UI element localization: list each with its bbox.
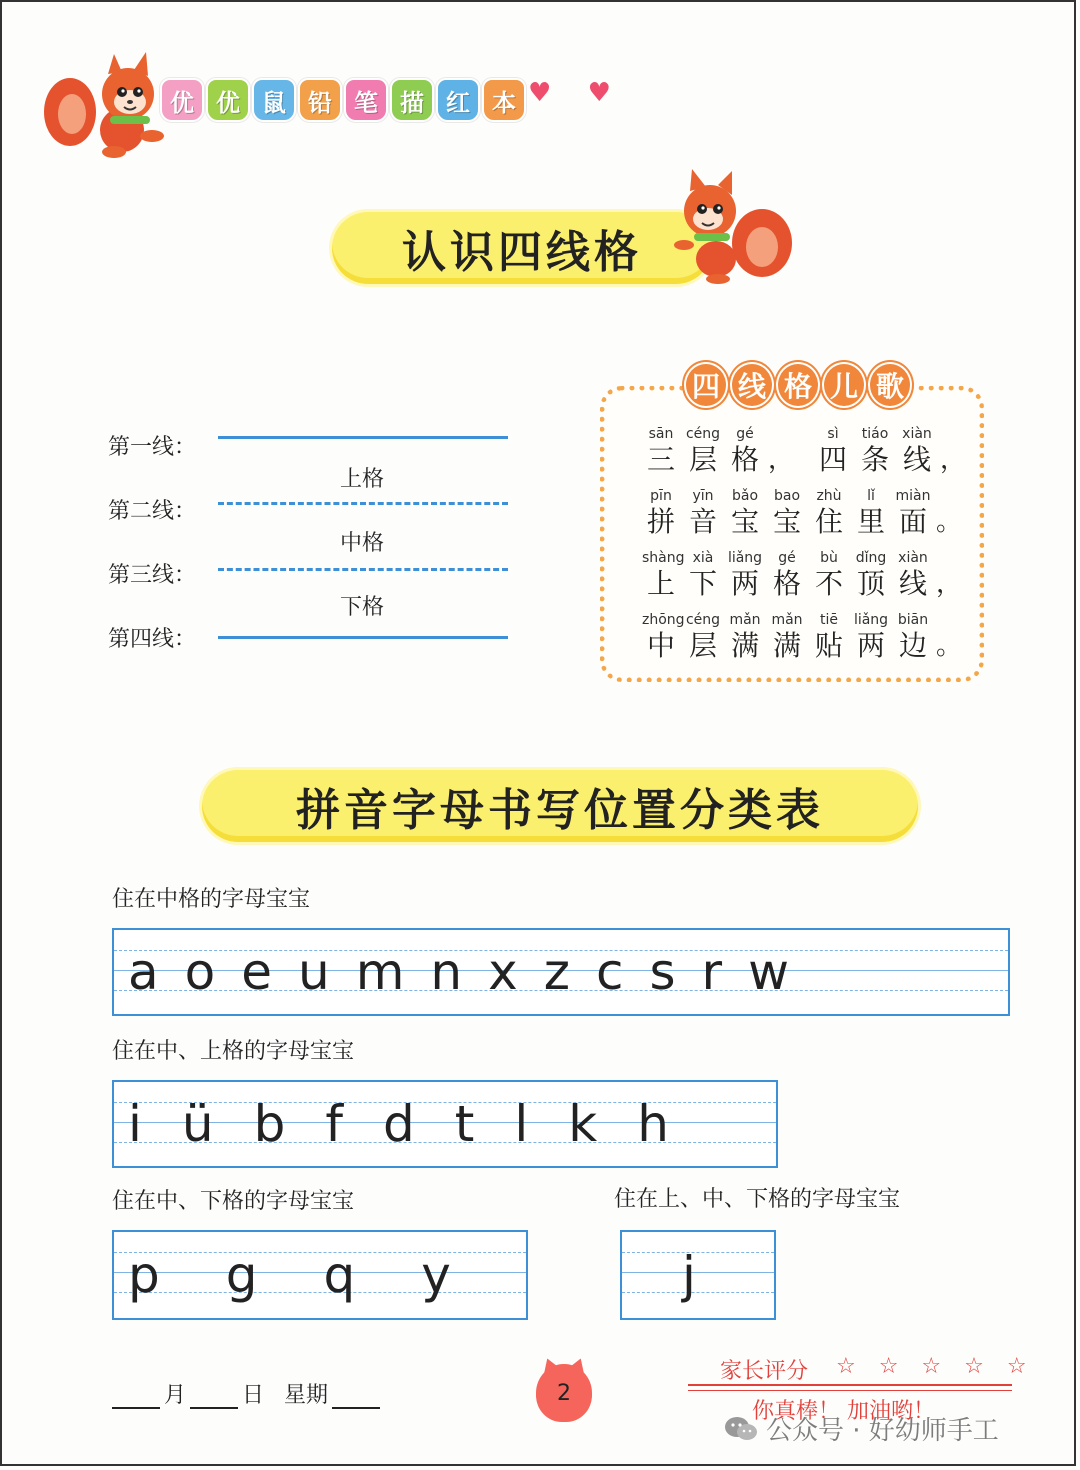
pinyin-letter: c [595, 943, 624, 1001]
rating-stars-icon[interactable]: ☆ ☆ ☆ ☆ ☆ [836, 1354, 1035, 1379]
poem-char [898, 426, 936, 476]
pinyin-letter: y [421, 1246, 451, 1304]
hearts-decoration-icon: ♥ ♥ [528, 78, 625, 108]
pinyin: bǎo [731, 488, 759, 504]
hanzi: 不 [814, 567, 843, 600]
letter-list [128, 1232, 451, 1318]
hanzi: 下 [688, 567, 717, 600]
poem-title-char: 四 [684, 362, 728, 408]
pinyin-letter: j [682, 1246, 696, 1304]
pinyin: tiē [820, 612, 838, 628]
pinyin-letter: h [637, 1095, 669, 1153]
poem-char [852, 488, 890, 538]
letter-list [128, 930, 789, 1014]
poem-body [642, 426, 967, 674]
poem-line [642, 426, 967, 476]
hanzi: 顶 [856, 567, 885, 600]
pinyin: shàng [642, 550, 685, 566]
pinyin-letter: f [325, 1095, 343, 1153]
pinyin-letter: o [184, 943, 216, 1001]
brand-title [160, 78, 526, 122]
poem-char [768, 550, 806, 600]
section-title-four-line-grid: 认识四线格 [332, 212, 712, 284]
brand-char: 鼠 [252, 78, 296, 122]
pinyin-letter: m [355, 943, 405, 1001]
pinyin: xià [692, 550, 714, 566]
grid-line-4 [218, 636, 508, 639]
pinyin: bù [820, 550, 838, 566]
poem-char [642, 550, 685, 600]
pinyin-letter: q [323, 1246, 356, 1304]
group-label-middle-upper: 住在中、上格的字母宝宝 [112, 1039, 355, 1064]
pinyin: miàn [895, 488, 931, 504]
cell-label-lower: 下格 [340, 595, 385, 620]
pinyin: bao [773, 488, 801, 504]
pinyin: yīn [692, 488, 714, 504]
letter-box-all [620, 1230, 776, 1320]
poem-line [642, 488, 964, 538]
section-title-letter-positions: 拼音字母书写位置分类表 [202, 770, 918, 842]
pinyin-letter: z [543, 943, 570, 1001]
hanzi: 里 [856, 505, 885, 538]
letter-box-middle-lower [112, 1230, 528, 1320]
poem-char [856, 426, 894, 476]
pinyin: céng [685, 426, 721, 442]
hanzi: 边 [898, 629, 927, 662]
hanzi: 满 [730, 629, 759, 662]
pinyin-letter: r [701, 943, 723, 1001]
poem-char [726, 488, 764, 538]
divider [688, 1384, 1012, 1386]
cell-label-upper: 上格 [340, 467, 385, 492]
month-blank[interactable] [112, 1385, 160, 1409]
pinyin-letter: g [225, 1246, 258, 1304]
cell-label-middle: 中格 [340, 531, 385, 556]
brand-char: 描 [390, 78, 434, 122]
poem-char [726, 426, 764, 476]
poem-line [642, 612, 964, 662]
brand-char: 红 [436, 78, 480, 122]
poem-char [726, 612, 764, 662]
hanzi: 两 [856, 629, 885, 662]
pinyin: dǐng [855, 550, 887, 566]
punctuation: 。 [936, 631, 963, 661]
pinyin: céng [685, 612, 721, 628]
hanzi: 层 [688, 443, 717, 476]
poem-char [726, 550, 764, 600]
pinyin: sì [827, 426, 839, 442]
pinyin: mǎn [729, 612, 761, 628]
weekday-blank[interactable] [332, 1385, 380, 1409]
hanzi: 拼 [646, 505, 675, 538]
pinyin: tiáo [861, 426, 889, 442]
hanzi: 格 [730, 443, 759, 476]
group-label-middle: 住在中格的字母宝宝 [112, 887, 311, 912]
pinyin-letter: i [128, 1095, 142, 1153]
grid-line-3 [218, 568, 508, 571]
poem-title [684, 362, 912, 408]
hanzi: 三 [646, 443, 675, 476]
pinyin: zhōng [642, 612, 685, 628]
poem-char [810, 550, 848, 600]
poem-char [852, 612, 890, 662]
pinyin-letter: e [241, 943, 272, 1001]
poem-char [894, 612, 932, 662]
pinyin: xiàn [902, 426, 932, 442]
line-label-2: 第二线： [108, 499, 197, 524]
pinyin-letter: k [568, 1095, 598, 1153]
hanzi: 线 [902, 443, 931, 476]
brand-char: 优 [206, 78, 250, 122]
pinyin-letter: p [128, 1246, 160, 1304]
hanzi: 四 [818, 443, 847, 476]
pinyin-letter: t [454, 1095, 475, 1153]
punctuation: ， [936, 569, 963, 599]
pinyin: zhù [816, 488, 842, 504]
poem-char [814, 426, 852, 476]
poem-char [642, 612, 685, 662]
day-label: 日 [242, 1383, 265, 1408]
watermark-text: 公众号 · 好幼师手工 [766, 1416, 999, 1446]
poem-title-char: 歌 [868, 362, 912, 408]
punctuation: ， [940, 445, 967, 475]
pinyin-letter: a [128, 943, 159, 1001]
hanzi: 格 [772, 567, 801, 600]
letter-list [128, 1082, 669, 1166]
page-number: 2 [557, 1380, 571, 1406]
date-row [112, 1378, 380, 1409]
poem-char [642, 426, 680, 476]
hanzi: 线 [898, 567, 927, 600]
line-label-3: 第三线： [108, 563, 197, 588]
hanzi: 中 [646, 629, 675, 662]
grid-line-2 [218, 502, 508, 505]
group-label-all: 住在上、中、下格的字母宝宝 [614, 1187, 901, 1212]
pinyin: lǐ [867, 488, 875, 504]
letter-list [682, 1232, 696, 1318]
brand-char: 铅 [298, 78, 342, 122]
poem-char [684, 612, 722, 662]
pinyin-letter: w [748, 943, 789, 1001]
page-number-badge [536, 1364, 592, 1422]
line-label-4: 第四线： [108, 627, 197, 652]
watermark [724, 1410, 999, 1447]
poem-title-char: 儿 [822, 362, 866, 408]
pinyin: gé [778, 550, 796, 566]
hanzi: 面 [898, 505, 927, 538]
poem-title-char: 线 [730, 362, 774, 408]
poem-char [810, 488, 848, 538]
pinyin: gé [736, 426, 754, 442]
punctuation: 。 [936, 507, 963, 537]
poem-char [894, 488, 932, 538]
pinyin-letter: x [488, 943, 518, 1001]
poem-char [810, 612, 848, 662]
hanzi: 贴 [814, 629, 843, 662]
wechat-icon [724, 1415, 758, 1443]
brand-char: 优 [160, 78, 204, 122]
month-label: 月 [164, 1383, 187, 1408]
pinyin-letter: d [382, 1095, 415, 1153]
hanzi: 满 [772, 629, 801, 662]
pinyin: sān [648, 426, 674, 442]
poem-char [642, 488, 680, 538]
pinyin: liǎng [853, 612, 889, 628]
poem-line [642, 550, 964, 600]
brand-char: 笔 [344, 78, 388, 122]
pinyin: biān [897, 612, 929, 628]
pinyin: liǎng [727, 550, 763, 566]
letter-box-middle [112, 928, 1010, 1016]
pinyin: pīn [650, 488, 672, 504]
pinyin-letter: l [514, 1095, 529, 1153]
hanzi: 层 [688, 629, 717, 662]
hanzi: 上 [646, 567, 675, 600]
hanzi: 音 [688, 505, 717, 538]
poem-char [684, 550, 722, 600]
poem-char [684, 426, 722, 476]
group-label-middle-lower: 住在中、下格的字母宝宝 [112, 1189, 355, 1214]
pinyin-letter: u [298, 943, 330, 1001]
hanzi: 宝 [772, 505, 801, 538]
poem-char [894, 550, 932, 600]
poem-char [852, 550, 890, 600]
brand-char: 本 [482, 78, 526, 122]
squirrel-mascot-small-icon [666, 167, 796, 287]
squirrel-mascot-icon [42, 52, 172, 162]
line-label-1: 第一线： [108, 435, 197, 460]
divider [688, 1390, 1012, 1391]
pinyin: mǎn [771, 612, 803, 628]
praise-text: 你真棒！ 加油哟！ [752, 1399, 935, 1424]
hanzi: 宝 [730, 505, 759, 538]
punctuation: ， [768, 445, 795, 475]
letter-box-middle-upper [112, 1080, 778, 1168]
pinyin: xiàn [898, 550, 928, 566]
day-blank[interactable] [190, 1385, 238, 1409]
poem-char [684, 488, 722, 538]
pinyin-letter: ü [181, 1095, 214, 1153]
pinyin-letter: b [253, 1095, 286, 1153]
hanzi: 两 [730, 567, 759, 600]
hanzi: 住 [814, 505, 843, 538]
poem-char [768, 612, 806, 662]
grid-line-1 [218, 436, 508, 439]
hanzi: 条 [860, 443, 889, 476]
pinyin-letter: s [649, 943, 676, 1001]
poem-title-char: 格 [776, 362, 820, 408]
poem-char [768, 488, 806, 538]
parent-eval-label: 家长评分 [720, 1359, 809, 1384]
weekday-label: 星期 [284, 1383, 329, 1408]
pinyin-letter: n [430, 943, 463, 1001]
